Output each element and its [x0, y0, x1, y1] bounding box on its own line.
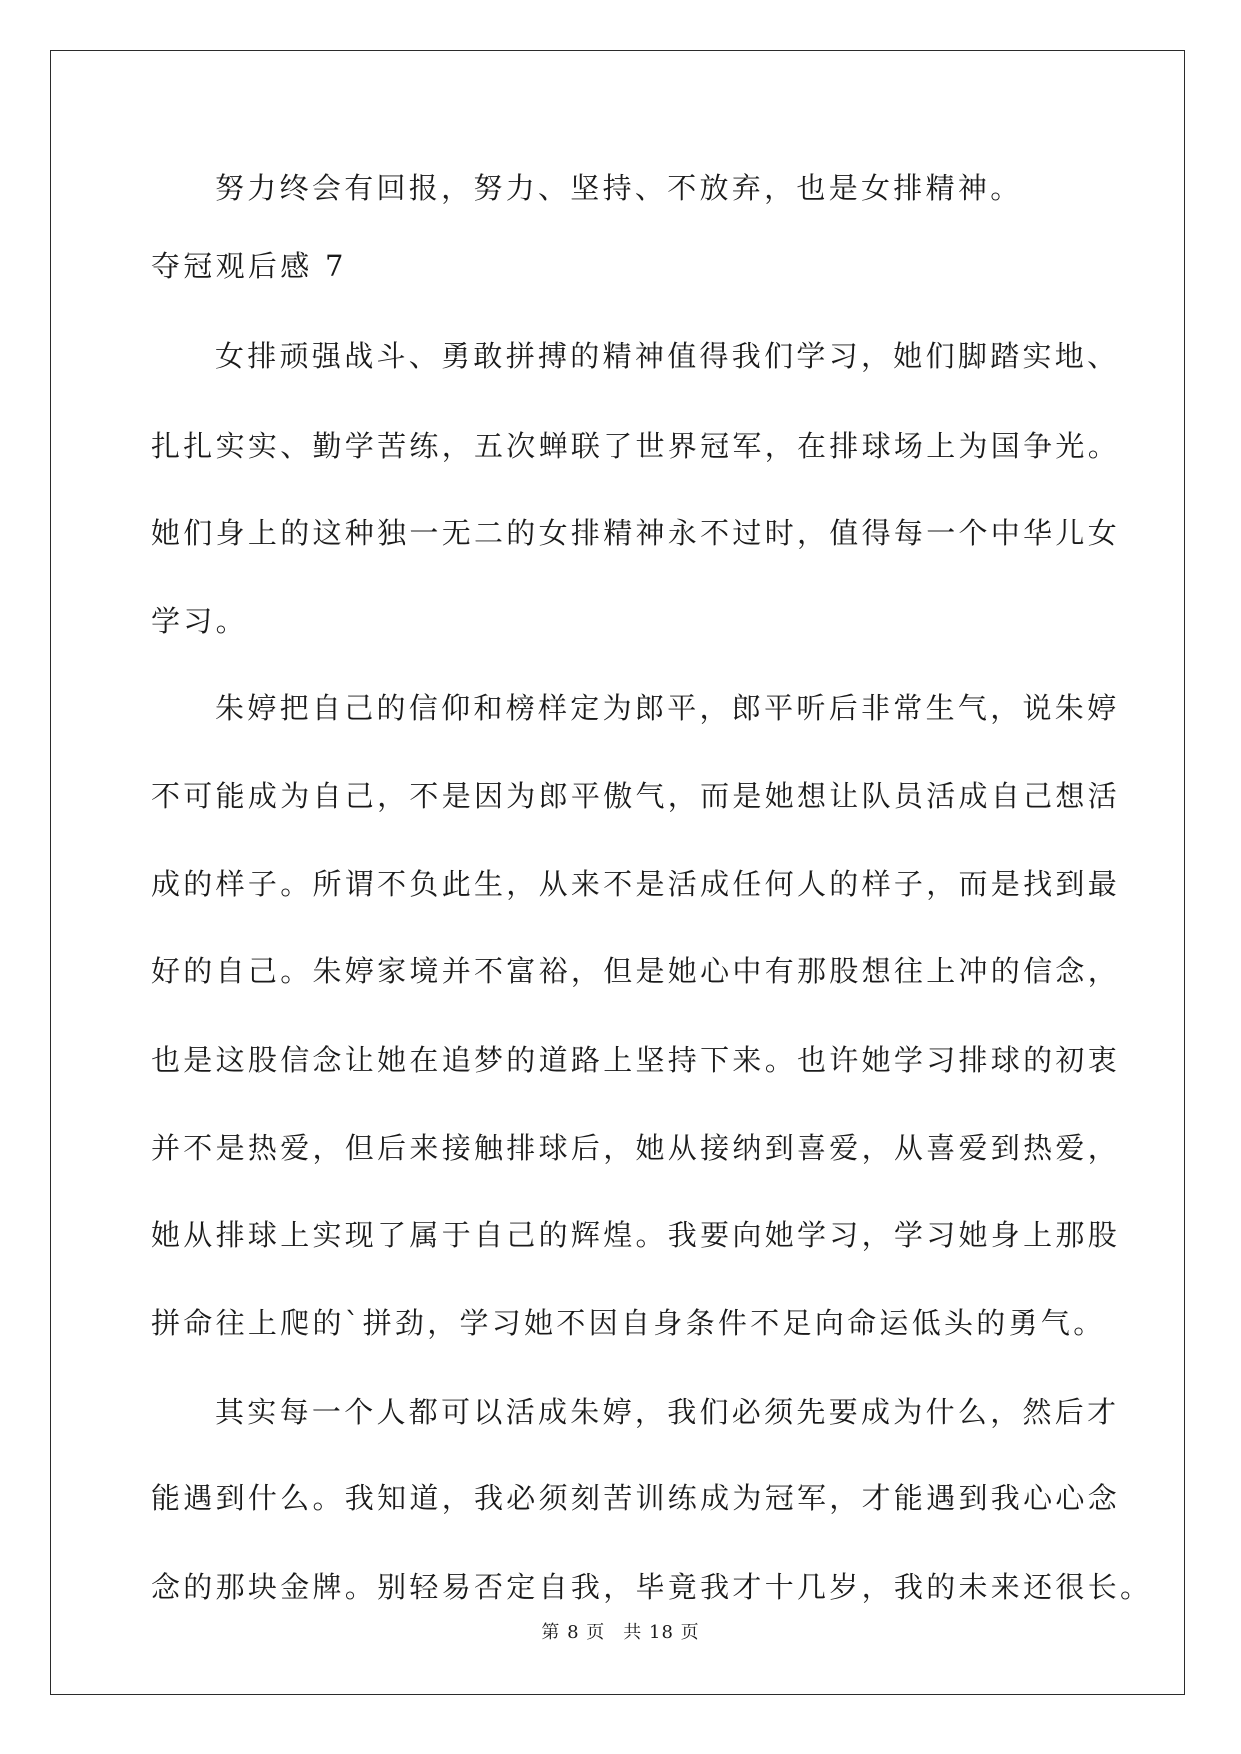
paragraph-line: 成的样子。所谓不负此生，从来不是活成任何人的样子，而是找到最 — [151, 867, 1121, 901]
paragraph-line: 不可能成为自己，不是因为郎平傲气，而是她想让队员活成自己想活 — [151, 779, 1121, 813]
paragraph-line: 并不是热爱，但后来接触排球后，她从接纳到喜爱，从喜爱到热爱， — [151, 1131, 1121, 1165]
paragraph-line: 她从排球上实现了属于自己的辉煌。我要向她学习，学习她身上那股 — [151, 1218, 1121, 1252]
paragraph-line: 女排顽强战斗、勇敢拼搏的精神值得我们学习，她们脚踏实地、 — [215, 339, 1120, 373]
paragraph-line: 朱婷把自己的信仰和榜样定为郎平，郎平听后非常生气，说朱婷 — [215, 691, 1120, 725]
paragraph-line: 拼命往上爬的`拼劲，学习她不因自身条件不足向命运低头的勇气。 — [151, 1306, 1106, 1340]
paragraph-line: 能遇到什么。我知道，我必须刻苦训练成为冠军，才能遇到我心心念 — [151, 1481, 1121, 1515]
paragraph-line: 她们身上的这种独一无二的女排精神永不过时，值得每一个中华儿女 — [151, 516, 1121, 550]
page-number: 第 8 页 — [541, 1622, 606, 1643]
paragraph-line: 努力终会有回报，努力、坚持、不放弃，也是女排精神。 — [215, 171, 1023, 205]
paragraph-line: 扎扎实实、勤学苦练，五次蝉联了世界冠军，在排球场上为国争光。 — [151, 429, 1121, 463]
section-heading: 夺冠观后感 7 — [151, 249, 347, 283]
paragraph-line: 也是这股信念让她在追梦的道路上坚持下来。也许她学习排球的初衷 — [151, 1043, 1121, 1077]
paragraph-line: 念的那块金牌。别轻易否定自我，毕竟我才十几岁，我的未来还很长。 — [151, 1570, 1153, 1604]
page-total: 共 18 页 — [623, 1622, 700, 1643]
paragraph-line: 学习。 — [151, 604, 248, 638]
page-footer — [0, 1618, 1241, 1644]
paragraph-line: 其实每一个人都可以活成朱婷，我们必须先要成为什么，然后才 — [215, 1395, 1120, 1429]
paragraph-line: 好的自己。朱婷家境并不富裕，但是她心中有那股想往上冲的信念， — [151, 954, 1121, 988]
